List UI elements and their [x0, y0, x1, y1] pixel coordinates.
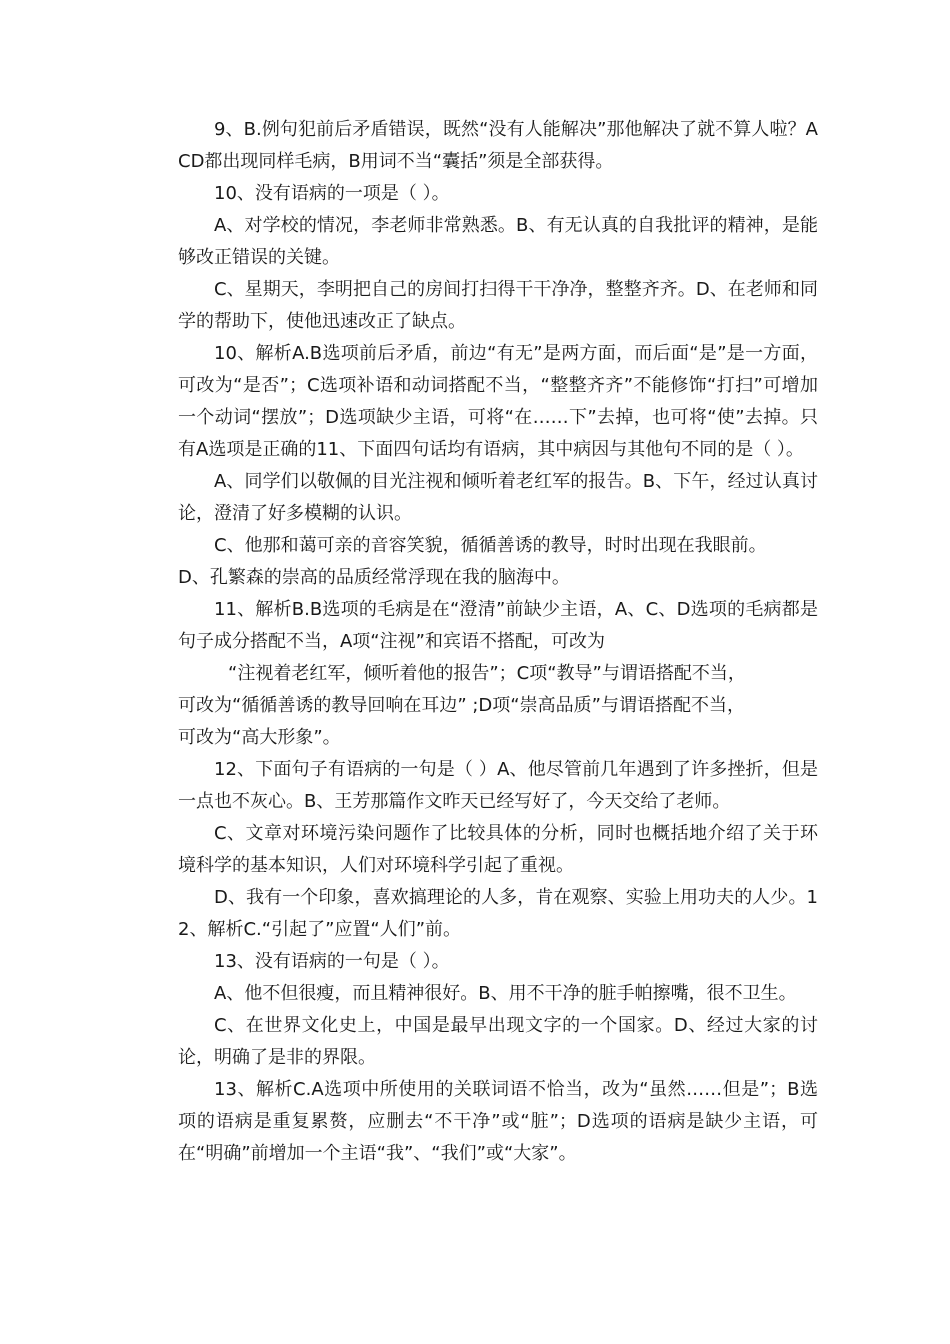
paragraph: D、我有一个印象，喜欢搞理论的人多，肯在观察、实验上用功夫的人少。12、解析C.“引起了”应置“人们”前。	[178, 887, 818, 940]
paragraph: “注视着老红军，倾听着他的报告”；C项“教导”与谓语搭配不当，	[228, 663, 746, 684]
paragraph: D、孔繁森的崇高的品质经常浮现在我的脑海中。	[178, 567, 570, 588]
paragraph: C、在世界文化史上，中国是最早出现文字的一个国家。D、经过大家的讨论，明确了是非的界限。	[178, 1015, 818, 1068]
paragraph: A、同学们以敬佩的目光注视和倾听着老红军的报告。B、下午，经过认真讨论，澄清了好多模糊的认识。	[178, 471, 818, 524]
paragraph: 10、解析A.B选项前后矛盾，前边“有无”是两方面，而后面“是”是一方面，可改为“是否”；C选项补语和动词搭配不当，“整整齐齐”不能修饰“打扫”可增加一个动词“摆放”；D选项缺少主语，可将“在……下”去掉，也可将“使”去掉。只有A选项是正确的11、下面四句话均有语病，其中病因与其他句不同的是（ ）。	[178, 343, 818, 460]
paragraph: 9、B.例句犯前后矛盾错误，既然“没有人能解决”那他解决了就不算人啦？ACD都出现同样毛病，B用词不当“囊括”须是全部获得。	[178, 119, 818, 172]
paragraph: 可改为“循循善诱的教导回响在耳边” ;D项“崇高品质”与谓语搭配不当，	[178, 695, 745, 716]
paragraph: C、文章对环境污染问题作了比较具体的分析，同时也概括地介绍了关于环境科学的基本知识，人们对环境科学引起了重视。	[178, 823, 818, 876]
question-heading: 10、没有语病的一项是（ ）。	[214, 183, 450, 204]
paragraph: C、他那和蔼可亲的音容笑貌，循循善诱的教导，时时出现在我眼前。	[214, 535, 767, 556]
paragraph: 11、解析B.B选项的毛病是在“澄清”前缺少主语，A、C、D选项的毛病都是句子成分搭配不当，A项“注视”和宾语不搭配，可改为	[178, 599, 818, 652]
paragraph: 13、解析C.A选项中所使用的关联词语不恰当，改为“虽然……但是”；B选项的语病是重复累赘，应删去“不干净”或“脏”；D选项的语病是缺少主语，可在“明确”前增加一个主语“我”、“我们”或“大家”。	[178, 1079, 818, 1164]
question-heading: 13、没有语病的一句是（ ）。	[214, 951, 450, 972]
paragraph: 12、下面句子有语病的一句是（ ）A、他尽管前几年遇到了许多挫折，但是一点也不灰心。B、王芳那篇作文昨天已经写好了，今天交给了老师。	[178, 759, 818, 812]
document-body	[178, 114, 818, 1170]
paragraph: A、对学校的情况，李老师非常熟悉。B、有无认真的自我批评的精神，是能够改正错误的关键。	[178, 215, 818, 268]
paragraph: C、星期天，李明把自己的房间打扫得干干净净，整整齐齐。D、在老师和同学的帮助下，使他迅速改正了缺点。	[178, 279, 818, 332]
paragraph: 可改为“高大形象”。	[178, 727, 341, 748]
paragraph: A、他不但很瘦，而且精神很好。B、用不干净的脏手帕擦嘴，很不卫生。	[214, 983, 797, 1004]
